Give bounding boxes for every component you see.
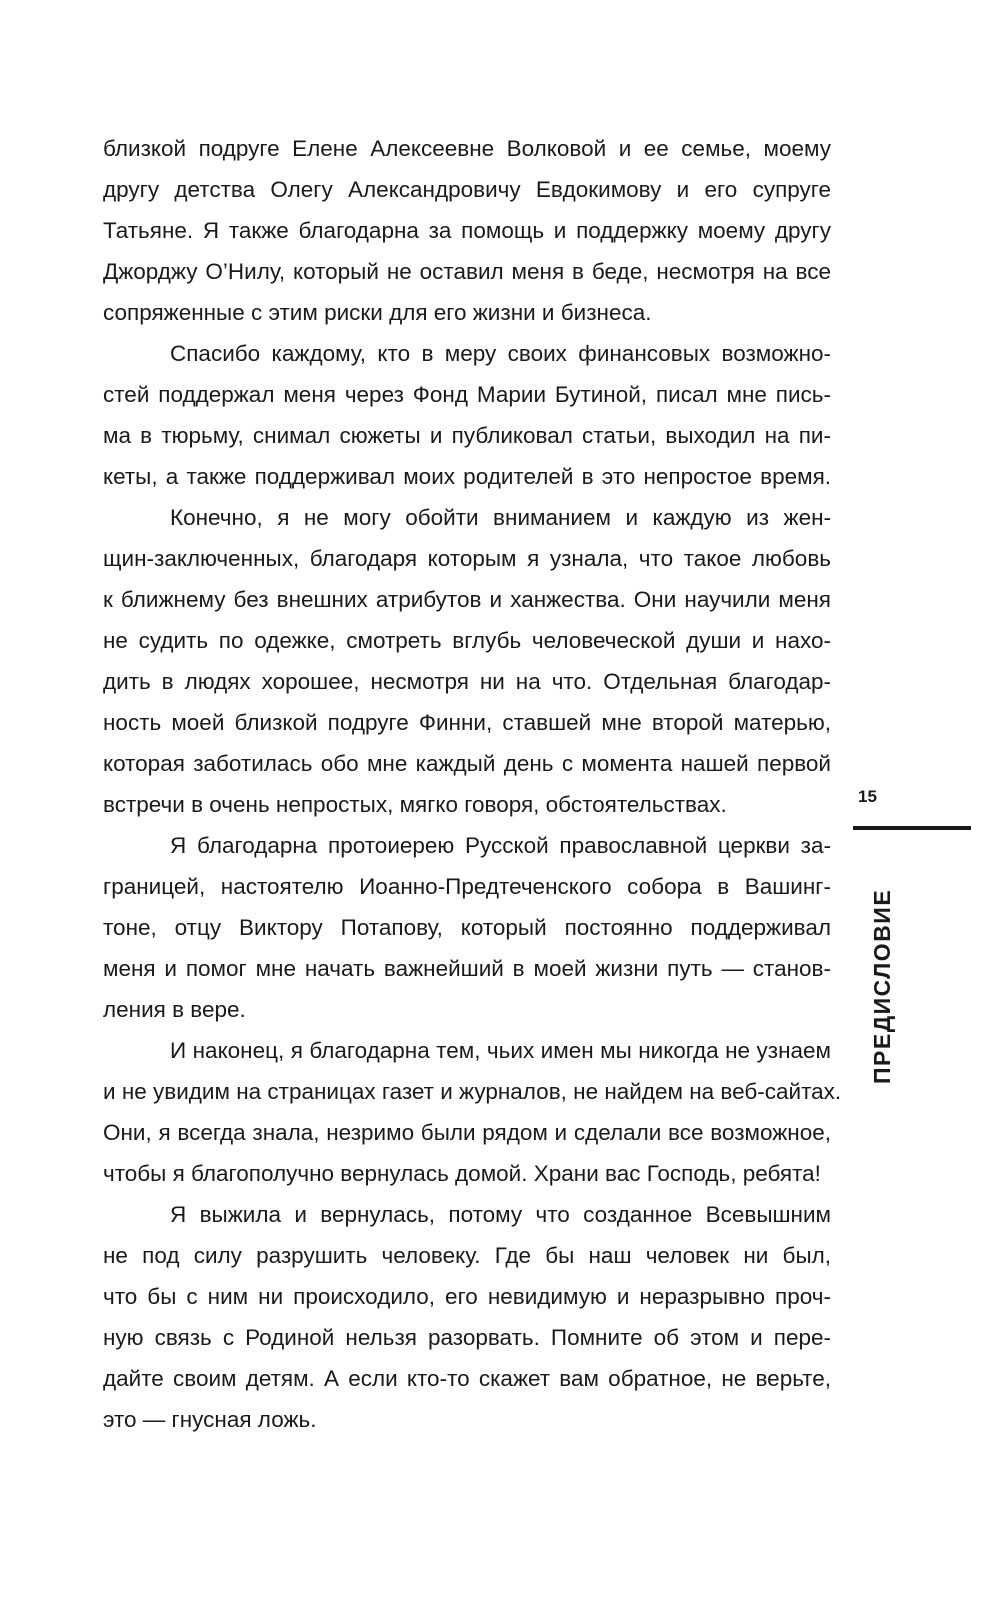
text-line: и не увидим на страницах газет и журналов, не найдем на веб-сайтах.: [103, 1079, 842, 1104]
text-line: Джорджу О’Нилу, который не оставил меня в беде, несмотря на все: [103, 259, 831, 284]
running-head: ПРЕДИСЛОВИЕ: [869, 888, 895, 1084]
text-line: Я благодарна протоиерею Русской православной церкви за-: [170, 833, 831, 858]
page-number-rule: [853, 826, 971, 830]
text-line: которая заботилась обо мне каждый день с момента нашей первой: [103, 751, 831, 776]
text-line: ную связь с Родиной нельзя разорвать. Помните об этом и пере-: [103, 1325, 831, 1350]
text-line: Татьяне. Я также благодарна за помощь и поддержку моему другу: [103, 218, 831, 243]
body-text: [103, 128, 842, 1440]
text-line: к ближнему без внешних атрибутов и ханжества. Они научили меня: [103, 587, 831, 612]
text-line: сопряженные с этим риски для его жизни и бизнеса.: [103, 300, 652, 325]
text-line: дить в людях хорошее, несмотря ни на что. Отдельная благодар-: [103, 669, 831, 694]
text-line: чтобы я благополучно вернулась домой. Храни вас Господь, ребята!: [103, 1161, 821, 1186]
text-line: кеты, а также поддерживал моих родителей в это непростое время.: [103, 464, 831, 489]
page-number: 15: [858, 787, 877, 806]
text-line: другу детства Олегу Александровичу Евдокимову и его супруге: [103, 177, 831, 202]
text-line: Конечно, я не могу обойти вниманием и каждую из жен-: [170, 505, 831, 530]
text-line: щин-заключенных, благодаря которым я узнала, что такое любовь: [103, 546, 831, 571]
text-line: ность моей близкой подруге Финни, ставшей мне второй матерью,: [103, 710, 831, 735]
text-line: меня и помог мне начать важнейший в моей жизни путь — станов-: [103, 956, 831, 981]
text-line: это — гнусная ложь.: [103, 1407, 317, 1432]
text-line: что бы с ним ни происходило, его невидимую и неразрывно проч-: [103, 1284, 831, 1309]
text-line: не под силу разрушить человеку. Где бы наш человек ни был,: [103, 1243, 831, 1268]
text-line: границей, настоятелю Иоанно-Предтеченского собора в Вашинг-: [103, 874, 831, 899]
text-line: встречи в очень непростых, мягко говоря, обстоятельствах.: [103, 792, 727, 817]
text-line: ма в тюрьму, снимал сюжеты и публиковал статьи, выходил на пи-: [103, 423, 831, 448]
text-line: Я выжила и вернулась, потому что созданное Всевышним: [170, 1202, 831, 1227]
text-line: стей поддержал меня через Фонд Марии Бутиной, писал мне пись-: [103, 382, 831, 407]
text-line: тоне, отцу Виктору Потапову, который постоянно поддерживал: [103, 915, 831, 940]
text-line: близкой подруге Елене Алексеевне Волковой и ее семье, моему: [103, 136, 831, 161]
text-line: Спасибо каждому, кто в меру своих финансовых возможно-: [170, 341, 831, 366]
text-line: Они, я всегда знала, незримо были рядом и сделали все возможное,: [103, 1120, 831, 1145]
text-line: И наконец, я благодарна тем, чьих имен мы никогда не узнаем: [170, 1038, 831, 1063]
text-line: ления в вере.: [103, 997, 246, 1022]
text-line: не судить по одежке, смотреть вглубь человеческой души и нахо-: [103, 628, 831, 653]
text-line: дайте своим детям. А если кто-то скажет вам обратное, не верьте,: [103, 1366, 831, 1391]
